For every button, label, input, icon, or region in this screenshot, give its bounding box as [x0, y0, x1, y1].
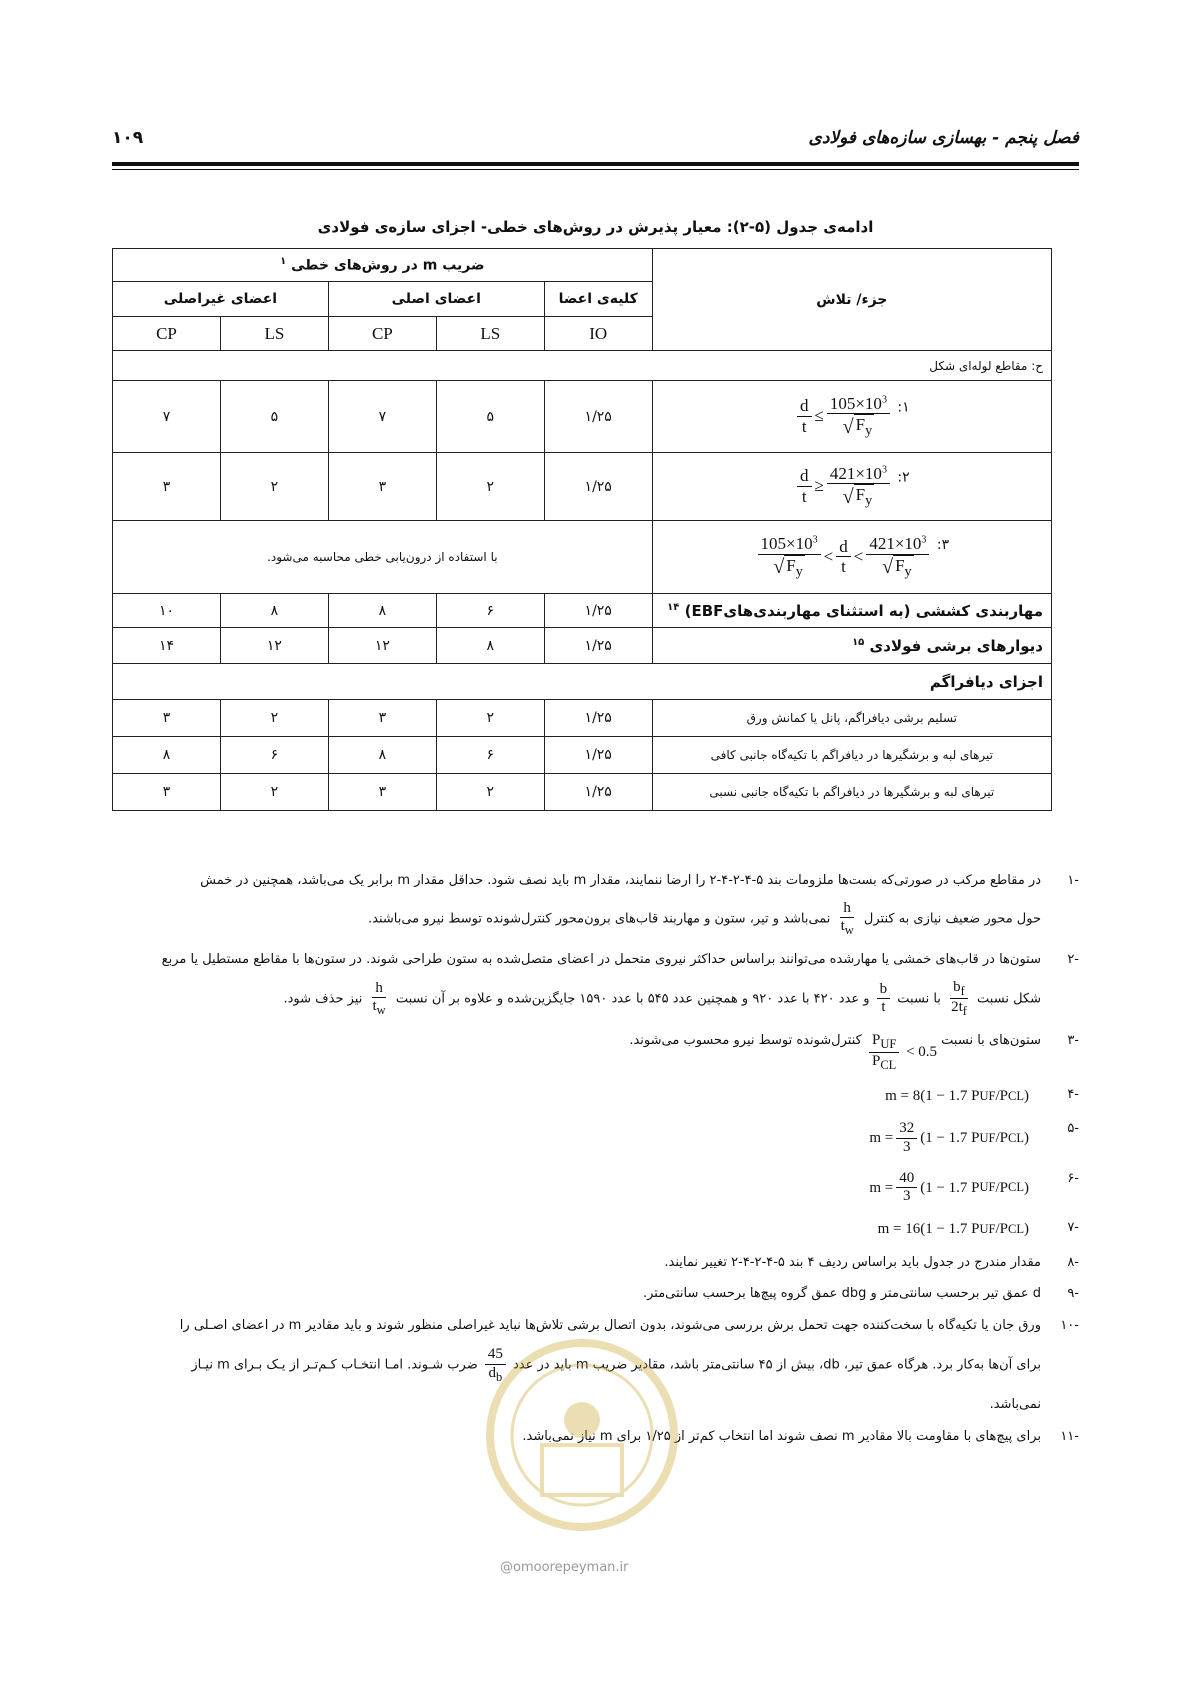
table-row — [113, 700, 1052, 737]
table-row — [113, 521, 1052, 594]
sub-cp-primary: CP — [328, 317, 436, 351]
interpolation-note: با استفاده از درون‌یابی خطی محاسبه می‌شود. — [113, 521, 653, 594]
cell-ls-primary: ۵ — [436, 381, 544, 453]
row-label: دیوارهای برشی فولادی $^{۱۵}$ — [652, 628, 1051, 664]
col-component-header: جزء/ تلاش — [652, 249, 1051, 351]
cell-cp-secondary: ۳ — [113, 774, 221, 811]
col-all-members: کلیه‌ی اعضا — [544, 282, 652, 317]
section-pipes: ح: مقاطع لوله‌ای شکل — [113, 351, 1052, 381]
formula: $\frac{d}{t}$ ≤ $105\times 10^3$ √ $F_y$ — [794, 394, 893, 439]
cell-ls-primary: ۲ — [436, 700, 544, 737]
cell-cp-primary: ۷ — [328, 381, 436, 453]
cell-io: ۱/۲۵ — [544, 774, 652, 811]
cell-cp-secondary: ۸ — [113, 737, 221, 774]
row-label: تیرهای لبه و برشگیرها در دیافراگم با تکیه‌گاه جانبی نسبی — [652, 774, 1051, 811]
footnote-10: -۱۰ ورق جان یا تکیه‌گاه با سخت‌کننده جهت تحمل برش بررسی می‌شوند، بدون اتصال برشی تلاش‌ها نباید غیراصلی منظور شوند و باید مقادیر m در اعضای اصـلی را برای آن‌ها به‌کار برد. هرگاه عمق تیر، db، بیش از ۴۵ سانتی‌متر باشد، مقادیر ضریب m باید در عدد $\frac{45}{d_b}$ ضرب شـوند. امـا انتخـاب کـم‌تـر از یـک بـرای m نیـاز نمی‌باشد. — [179, 1317, 1079, 1412]
col-secondary-members: اعضای غیراصلی — [113, 282, 329, 317]
footnote-4: -۴ m = 8(1 − 1.7 P UF /P CL ) — [885, 1087, 1079, 1105]
cell-ls-secondary: ۲ — [220, 700, 328, 737]
page-header — [112, 128, 1079, 158]
cell-cp-secondary: ۱۰ — [113, 594, 221, 628]
cell-ls-secondary: ۸ — [220, 594, 328, 628]
page-number: ۱۰۹ — [112, 128, 144, 148]
cell-ls-secondary: ۲ — [220, 453, 328, 521]
sub-io: IO — [544, 317, 652, 351]
footnote-5: -۵ m = $\frac{32}{3}$ (1 − 1.7 P UF /P CL ) — [869, 1120, 1079, 1155]
table-row — [113, 594, 1052, 628]
cell-ls-secondary: ۱۲ — [220, 628, 328, 664]
footnote-8: -۸ مقدار مندرج در جدول باید براساس ردیف ۴ بند ۵-۴-۲-۴-۲ تغییر نمایند. — [664, 1254, 1079, 1270]
header-rule — [112, 162, 1079, 166]
footnote-9: -۹ d عمق تیر برحسب سانتی‌متر و dbg عمق گروه پیچ‌ها برحسب سانتی‌متر. — [642, 1286, 1079, 1302]
cell-io: ۱/۲۵ — [544, 737, 652, 774]
table-row — [113, 737, 1052, 774]
col-primary-members: اعضای اصلی — [328, 282, 544, 317]
cell-ls-primary: ۲ — [436, 774, 544, 811]
header-rule-thin — [112, 169, 1079, 170]
formula: $105\times 10^3$ √ $F_y$ < $\frac{d}{t}$ < $421\times 10^3$ √ $F_y$ — [755, 534, 933, 579]
cell-io: ۱/۲۵ — [544, 628, 652, 664]
table-row — [113, 628, 1052, 664]
sub-ls-primary: LS — [436, 317, 544, 351]
footnote-7: -۷ m = 16(1 − 1.7 P UF /P CL ) — [877, 1220, 1079, 1238]
footnote-11: -۱۱ برای پیچ‌های با مقاومت بالا مقادیر m نصف شوند اما انتخاب کم‌تر از ۱/۲۵ برای m نیاز نمی‌باشد. — [522, 1428, 1079, 1444]
sub-ls-secondary: LS — [220, 317, 328, 351]
cell-cp-primary: ۳ — [328, 453, 436, 521]
cell-ls-secondary: ۶ — [220, 737, 328, 774]
cell-cp-secondary: ۱۴ — [113, 628, 221, 664]
cell-cp-primary: ۸ — [328, 594, 436, 628]
row-label: تسلیم برشی دیافراگم، پانل یا کمانش ورق — [652, 700, 1051, 737]
cell-io: ۱/۲۵ — [544, 700, 652, 737]
cell-ls-primary: ۶ — [436, 737, 544, 774]
acceptance-criteria-table — [112, 248, 1052, 811]
table-row — [113, 381, 1052, 453]
row-label: مهاربندی کششی (به استثنای مهاربندی‌هایEBF) $^{۱۴}$ — [652, 594, 1051, 628]
table-row — [113, 453, 1052, 521]
cell-io: ۱/۲۵ — [544, 381, 652, 453]
row-label: تیرهای لبه و برشگیرها در دیافراگم با تکیه‌گاه جانبی کافی — [652, 737, 1051, 774]
cell-ls-primary: ۶ — [436, 594, 544, 628]
cell-ls-secondary: ۲ — [220, 774, 328, 811]
watermark-seal — [482, 1335, 682, 1535]
cell-ls-primary: ۸ — [436, 628, 544, 664]
cell-io: ۱/۲۵ — [544, 453, 652, 521]
cell-cp-primary: ۸ — [328, 737, 436, 774]
table-title: ادامه‌ی جدول (۵-۲): معیار پذیرش در روش‌های خطی- اجزای سازه‌ی فولادی — [317, 218, 874, 236]
chapter-title: فصل پنجم - بهسازی سازه‌های فولادی — [808, 128, 1079, 148]
col-m-factor-header: ضریب m در روش‌های خطی $^۱$ — [113, 249, 653, 282]
sub-cp-secondary: CP — [113, 317, 221, 351]
cell-io: ۱/۲۵ — [544, 594, 652, 628]
cell-ls-primary: ۲ — [436, 453, 544, 521]
formula: $\frac{d}{t}$ ≥ $421\times 10^3$ √ $F_y$ — [794, 464, 893, 509]
footnote-3: -۳ ستون‌های با نسبت $\frac{P_{UF}}{P_{CL}}$ < 0.5 کنترل‌شونده توسط نیرو محسوب می‌شوند. — [629, 1032, 1079, 1072]
cell-cp-secondary: ۳ — [113, 700, 221, 737]
cell-cp-primary: ۳ — [328, 774, 436, 811]
row-label: ۳: $105\times 10^3$ √ $F_y$ < $\frac{d}{t}$ < $421\times 10^3$ √ $F_y$ — [652, 521, 1051, 594]
watermark-url: @omoorepeyman.ir — [500, 1560, 629, 1575]
cell-cp-primary: ۳ — [328, 700, 436, 737]
footnote-1: -۱ در مقاطع مرکب در صورتی‌که بست‌ها ملزومات بند ۵-۴-۲-۴-۲ را ارضا ننمایند، مقدار m باید نصف شود. حداقل مقدار m برابر یک می‌باشد، همچنین در خمش حول محور ضعیف نیازی به کنترل $\frac{h}{t_w}$ نمی‌باشد و تیر، ستون و مهاربند قاب‌های برون‌محور کنترل‌شونده توسط نیرو می‌باشند. — [200, 873, 1079, 937]
section-diaphragm: اجزای دیافراگم — [113, 664, 1052, 700]
footnote-6: -۶ m = $\frac{40}{3}$ (1 − 1.7 P UF /P CL ) — [869, 1169, 1079, 1205]
row-label: ۱: $\frac{d}{t}$ ≤ $105\times 10^3$ √ $F_y$ — [652, 381, 1051, 453]
cell-cp-secondary: ۳ — [113, 453, 221, 521]
cell-ls-secondary: ۵ — [220, 381, 328, 453]
cell-cp-secondary: ۷ — [113, 381, 221, 453]
footnote-2: -۲ ستون‌ها در قاب‌های خمشی یا مهارشده می‌توانند براساس حداکثر نیروی متحمل در اعضای متصل‌شده به ستون طراحی شوند. در ستون‌ها با مقاطع مستطیل یا مربع شکل نسبت $\frac{b_f}{2t_f}$ با نسبت $\frac{b}{t}$ و عدد ۴۲۰ با عدد ۹۲۰ و همچنین عدد ۵۴۵ با عدد ۱۵۹۰ جایگزین‌شده و علاوه بر آن نسبت $\frac{h}{t_w}$ نیز حذف شود. — [161, 952, 1079, 1019]
row-label: ۲: $\frac{d}{t}$ ≥ $421\times 10^3$ √ $F_y$ — [652, 453, 1051, 521]
table-row — [113, 774, 1052, 811]
cell-cp-primary: ۱۲ — [328, 628, 436, 664]
